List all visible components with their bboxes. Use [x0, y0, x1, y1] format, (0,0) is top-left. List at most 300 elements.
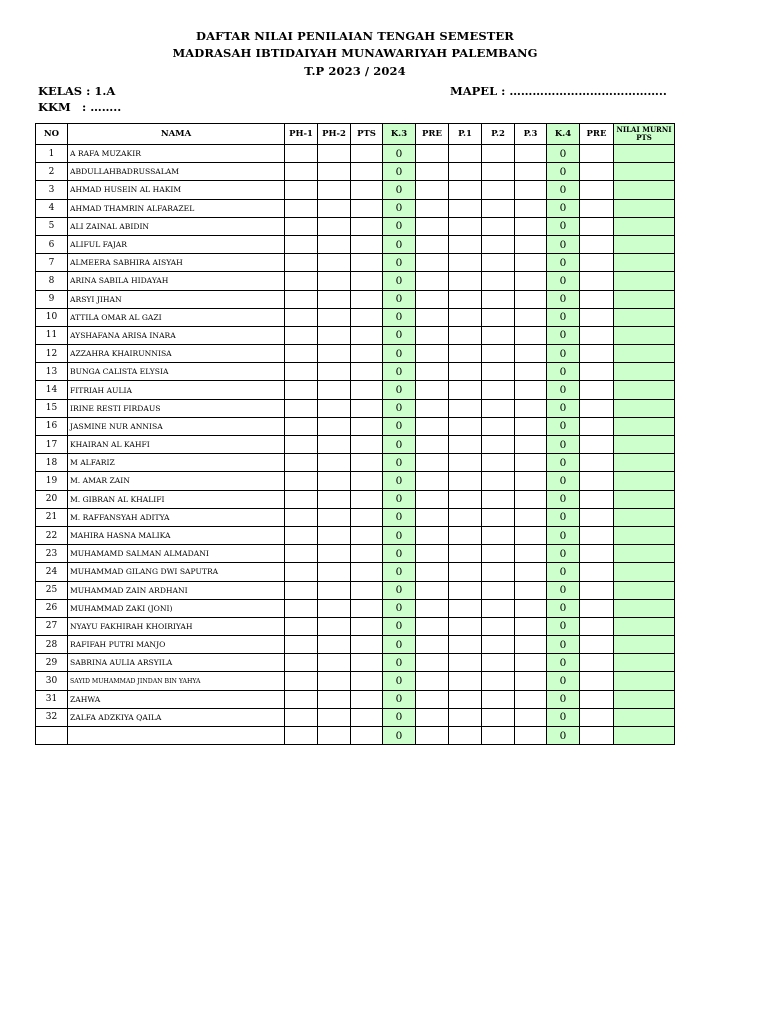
cell-pre-2	[580, 345, 614, 363]
column-header-k4: K.4	[547, 124, 580, 145]
cell-ph1	[285, 254, 318, 272]
cell-p2	[482, 563, 515, 581]
cell-k3: 0	[383, 345, 416, 363]
cell-nama: M. AMAR ZAIN	[68, 472, 285, 490]
cell-ph1	[285, 563, 318, 581]
cell-ph2	[318, 454, 351, 472]
cell-nilai-murni-pts	[614, 345, 675, 363]
cell-pre	[416, 454, 449, 472]
cell-k4: 0	[547, 526, 580, 544]
cell-ph2	[318, 672, 351, 690]
cell-pre	[416, 581, 449, 599]
cell-ph2	[318, 581, 351, 599]
cell-pre-2	[580, 636, 614, 654]
cell-nama: AZZAHRA KHAIRUNNISA	[68, 345, 285, 363]
cell-pre	[416, 436, 449, 454]
table-header-row	[36, 124, 675, 145]
table-row	[36, 181, 675, 199]
cell-ph2	[318, 636, 351, 654]
cell-k4: 0	[547, 472, 580, 490]
cell-pre	[416, 636, 449, 654]
column-header-no: NO	[36, 124, 68, 145]
cell-nilai-murni-pts	[614, 290, 675, 308]
cell-ph2	[318, 436, 351, 454]
table-row	[36, 708, 675, 726]
cell-p1	[449, 163, 482, 181]
cell-no: 1	[36, 145, 68, 163]
cell-p1	[449, 436, 482, 454]
cell-p3	[515, 163, 547, 181]
cell-k3: 0	[383, 290, 416, 308]
cell-ph1	[285, 308, 318, 326]
cell-p1	[449, 654, 482, 672]
cell-p3	[515, 290, 547, 308]
table-row	[36, 399, 675, 417]
column-header-ph1: PH-1	[285, 124, 318, 145]
cell-k3: 0	[383, 199, 416, 217]
cell-pre-2	[580, 272, 614, 290]
cell-p2	[482, 345, 515, 363]
cell-p1	[449, 235, 482, 253]
cell-k4: 0	[547, 326, 580, 344]
cell-ph2	[318, 181, 351, 199]
cell-p1	[449, 563, 482, 581]
cell-nama: KHAIRAN AL KAHFI	[68, 436, 285, 454]
cell-nilai-murni-pts	[614, 727, 675, 745]
cell-no: 27	[36, 617, 68, 635]
cell-ph2	[318, 199, 351, 217]
cell-nilai-murni-pts	[614, 199, 675, 217]
kkm-row	[38, 100, 121, 114]
cell-p1	[449, 145, 482, 163]
table-row	[36, 672, 675, 690]
cell-no: 32	[36, 708, 68, 726]
cell-nilai-murni-pts	[614, 563, 675, 581]
cell-k3: 0	[383, 417, 416, 435]
cell-nama: A RAFA MUZAKIR	[68, 145, 285, 163]
cell-p2	[482, 490, 515, 508]
cell-ph1	[285, 290, 318, 308]
cell-nilai-murni-pts	[614, 326, 675, 344]
cell-nama: NYAYU FAKHIRAH KHOIRIYAH	[68, 617, 285, 635]
cell-no: 17	[36, 436, 68, 454]
school-name: MADRASAH IBTIDAIYAH MUNAWARIYAH PALEMBANG	[172, 46, 538, 60]
cell-k3: 0	[383, 727, 416, 745]
cell-nilai-murni-pts	[614, 636, 675, 654]
cell-nama: MUHAMMAD ZAKI (JONI)	[68, 599, 285, 617]
cell-pts	[351, 436, 383, 454]
cell-p1	[449, 617, 482, 635]
column-header-p1: P.1	[449, 124, 482, 145]
table-row	[36, 163, 675, 181]
cell-ph1	[285, 508, 318, 526]
cell-ph2	[318, 254, 351, 272]
cell-p2	[482, 454, 515, 472]
cell-p2	[482, 708, 515, 726]
cell-pts	[351, 545, 383, 563]
cell-pre-2	[580, 545, 614, 563]
cell-pre	[416, 563, 449, 581]
table-row	[36, 526, 675, 544]
cell-nama: M. RAFFANSYAH ADITYA	[68, 508, 285, 526]
cell-pre	[416, 235, 449, 253]
cell-pre	[416, 708, 449, 726]
cell-p2	[482, 145, 515, 163]
cell-nama: ALI ZAINAL ABIDIN	[68, 217, 285, 235]
cell-pre-2	[580, 708, 614, 726]
cell-p2	[482, 217, 515, 235]
cell-no: 16	[36, 417, 68, 435]
cell-pre-2	[580, 599, 614, 617]
document-title: DAFTAR NILAI PENILAIAN TENGAH SEMESTER	[196, 29, 514, 43]
cell-ph1	[285, 181, 318, 199]
cell-nama: MUHAMAMD SALMAN ALMADANI	[68, 545, 285, 563]
cell-p1	[449, 599, 482, 617]
cell-ph1	[285, 526, 318, 544]
column-header-nama: NAMA	[68, 124, 285, 145]
cell-p2	[482, 417, 515, 435]
table-row	[36, 417, 675, 435]
cell-p1	[449, 399, 482, 417]
cell-pre	[416, 690, 449, 708]
cell-p3	[515, 526, 547, 544]
cell-nama: ZALFA ADZKIYA QAILA	[68, 708, 285, 726]
cell-p3	[515, 563, 547, 581]
cell-nilai-murni-pts	[614, 436, 675, 454]
cell-p3	[515, 235, 547, 253]
cell-k4: 0	[547, 599, 580, 617]
cell-no	[36, 727, 68, 745]
cell-nilai-murni-pts	[614, 599, 675, 617]
cell-nama: MAHIRA HASNA MALIKA	[68, 526, 285, 544]
cell-nama: ARINA SABILA HIDAYAH	[68, 272, 285, 290]
cell-ph1	[285, 708, 318, 726]
cell-p3	[515, 381, 547, 399]
table-row	[36, 199, 675, 217]
school-year: T.P 2023 / 2024	[304, 64, 406, 78]
cell-p2	[482, 617, 515, 635]
cell-nama: ALIFUL FAJAR	[68, 235, 285, 253]
cell-p1	[449, 545, 482, 563]
cell-pre	[416, 508, 449, 526]
cell-p1	[449, 581, 482, 599]
table-row	[36, 272, 675, 290]
cell-k4: 0	[547, 436, 580, 454]
cell-p1	[449, 672, 482, 690]
cell-p2	[482, 599, 515, 617]
cell-p3	[515, 490, 547, 508]
cell-ph2	[318, 290, 351, 308]
cell-ph1	[285, 417, 318, 435]
cell-nilai-murni-pts	[614, 545, 675, 563]
cell-k4: 0	[547, 727, 580, 745]
cell-pre	[416, 472, 449, 490]
cell-p3	[515, 617, 547, 635]
cell-pre-2	[580, 381, 614, 399]
cell-pre	[416, 672, 449, 690]
cell-p1	[449, 490, 482, 508]
cell-pre-2	[580, 490, 614, 508]
cell-no: 10	[36, 308, 68, 326]
cell-k3: 0	[383, 490, 416, 508]
cell-pre	[416, 326, 449, 344]
cell-p3	[515, 508, 547, 526]
cell-p2	[482, 636, 515, 654]
cell-k4: 0	[547, 581, 580, 599]
cell-p2	[482, 381, 515, 399]
cell-k3: 0	[383, 690, 416, 708]
cell-p3	[515, 272, 547, 290]
cell-pre	[416, 381, 449, 399]
table-row	[36, 436, 675, 454]
cell-k4: 0	[547, 217, 580, 235]
cell-nilai-murni-pts	[614, 181, 675, 199]
cell-p1	[449, 199, 482, 217]
cell-ph1	[285, 145, 318, 163]
cell-nama: FITRIAH AULIA	[68, 381, 285, 399]
column-header-pts: PTS	[351, 124, 383, 145]
cell-k3: 0	[383, 326, 416, 344]
table-row	[36, 636, 675, 654]
cell-pts	[351, 617, 383, 635]
cell-no: 9	[36, 290, 68, 308]
cell-ph1	[285, 599, 318, 617]
cell-ph2	[318, 308, 351, 326]
cell-no: 19	[36, 472, 68, 490]
cell-no: 31	[36, 690, 68, 708]
cell-no: 7	[36, 254, 68, 272]
cell-ph1	[285, 381, 318, 399]
cell-pre-2	[580, 199, 614, 217]
cell-no: 22	[36, 526, 68, 544]
cell-p3	[515, 217, 547, 235]
cell-nilai-murni-pts	[614, 526, 675, 544]
table-row	[36, 217, 675, 235]
mapel-label: MAPEL : …………………………………..	[450, 84, 667, 98]
cell-p2	[482, 690, 515, 708]
cell-nilai-murni-pts	[614, 672, 675, 690]
column-header-p3: P.3	[515, 124, 547, 145]
cell-ph1	[285, 545, 318, 563]
cell-p2	[482, 199, 515, 217]
cell-pre	[416, 272, 449, 290]
cell-ph1	[285, 326, 318, 344]
cell-ph2	[318, 326, 351, 344]
table-row	[36, 345, 675, 363]
cell-p2	[482, 254, 515, 272]
cell-ph1	[285, 672, 318, 690]
cell-k4: 0	[547, 690, 580, 708]
cell-p2	[482, 581, 515, 599]
cell-pre	[416, 199, 449, 217]
table-row	[36, 727, 675, 745]
cell-nama: MUHAMMAD ZAIN ARDHANI	[68, 581, 285, 599]
cell-p1	[449, 326, 482, 344]
cell-pre	[416, 345, 449, 363]
cell-pts	[351, 672, 383, 690]
cell-p3	[515, 417, 547, 435]
cell-p3	[515, 581, 547, 599]
cell-ph2	[318, 490, 351, 508]
grades-table	[35, 123, 675, 745]
cell-nama: BUNGA CALISTA ELYSIA	[68, 363, 285, 381]
cell-p1	[449, 181, 482, 199]
cell-ph1	[285, 454, 318, 472]
cell-k3: 0	[383, 163, 416, 181]
cell-nilai-murni-pts	[614, 417, 675, 435]
cell-ph2	[318, 472, 351, 490]
cell-pre-2	[580, 363, 614, 381]
cell-nama: AYSHAFANA ARISA INARA	[68, 326, 285, 344]
cell-nama: ZAHWA	[68, 690, 285, 708]
cell-no: 21	[36, 508, 68, 526]
cell-ph1	[285, 581, 318, 599]
cell-pre	[416, 145, 449, 163]
cell-pre	[416, 399, 449, 417]
cell-ph2	[318, 727, 351, 745]
cell-p2	[482, 363, 515, 381]
cell-pre	[416, 254, 449, 272]
cell-ph1	[285, 345, 318, 363]
cell-k3: 0	[383, 363, 416, 381]
cell-p1	[449, 290, 482, 308]
table-row	[36, 490, 675, 508]
cell-ph1	[285, 272, 318, 290]
cell-k4: 0	[547, 145, 580, 163]
table-row	[36, 290, 675, 308]
cell-nilai-murni-pts	[614, 145, 675, 163]
cell-ph2	[318, 526, 351, 544]
cell-nilai-murni-pts	[614, 381, 675, 399]
cell-pre	[416, 526, 449, 544]
cell-ph1	[285, 399, 318, 417]
cell-k4: 0	[547, 254, 580, 272]
cell-pts	[351, 526, 383, 544]
cell-no: 4	[36, 199, 68, 217]
cell-p3	[515, 326, 547, 344]
cell-k4: 0	[547, 290, 580, 308]
cell-nilai-murni-pts	[614, 508, 675, 526]
cell-k4: 0	[547, 490, 580, 508]
cell-p3	[515, 690, 547, 708]
cell-pts	[351, 345, 383, 363]
cell-nilai-murni-pts	[614, 308, 675, 326]
table-row	[36, 617, 675, 635]
cell-no: 3	[36, 181, 68, 199]
cell-k4: 0	[547, 345, 580, 363]
kkm-label: KKM	[38, 100, 71, 114]
cell-k4: 0	[547, 508, 580, 526]
cell-pre-2	[580, 145, 614, 163]
cell-nama: SAYID MUHAMMAD JINDAN BIN YAHYA	[68, 672, 285, 690]
cell-pts	[351, 308, 383, 326]
cell-k4: 0	[547, 708, 580, 726]
cell-ph2	[318, 163, 351, 181]
cell-pre-2	[580, 399, 614, 417]
cell-p1	[449, 636, 482, 654]
cell-pts	[351, 472, 383, 490]
cell-nama: AHMAD THAMRIN ALFARAZEL	[68, 199, 285, 217]
kelas-label: KELAS : 1.A	[38, 84, 116, 98]
cell-p1	[449, 345, 482, 363]
cell-pre-2	[580, 290, 614, 308]
cell-ph1	[285, 199, 318, 217]
cell-p1	[449, 363, 482, 381]
table-row	[36, 472, 675, 490]
cell-pts	[351, 636, 383, 654]
cell-nilai-murni-pts	[614, 472, 675, 490]
cell-k3: 0	[383, 272, 416, 290]
cell-no: 24	[36, 563, 68, 581]
table-row	[36, 326, 675, 344]
cell-k4: 0	[547, 399, 580, 417]
cell-k3: 0	[383, 563, 416, 581]
table-row	[36, 581, 675, 599]
cell-nama: ALMEERA SABHIRA AISYAH	[68, 254, 285, 272]
cell-ph2	[318, 690, 351, 708]
cell-k4: 0	[547, 672, 580, 690]
cell-pts	[351, 235, 383, 253]
cell-pre	[416, 163, 449, 181]
cell-p3	[515, 727, 547, 745]
cell-pre-2	[580, 581, 614, 599]
cell-k4: 0	[547, 654, 580, 672]
cell-p1	[449, 708, 482, 726]
cell-ph2	[318, 399, 351, 417]
cell-no: 13	[36, 363, 68, 381]
cell-pre	[416, 181, 449, 199]
cell-nilai-murni-pts	[614, 617, 675, 635]
kkm-value: : ……..	[82, 100, 122, 114]
cell-p2	[482, 308, 515, 326]
table-row	[36, 235, 675, 253]
cell-pts	[351, 599, 383, 617]
cell-pre	[416, 217, 449, 235]
cell-pts	[351, 690, 383, 708]
cell-no: 2	[36, 163, 68, 181]
cell-no: 28	[36, 636, 68, 654]
cell-p1	[449, 417, 482, 435]
cell-p3	[515, 636, 547, 654]
table-row	[36, 145, 675, 163]
cell-k4: 0	[547, 417, 580, 435]
cell-pre-2	[580, 617, 614, 635]
cell-p3	[515, 672, 547, 690]
cell-nilai-murni-pts	[614, 454, 675, 472]
cell-nama: JASMINE NUR ANNISA	[68, 417, 285, 435]
cell-ph2	[318, 654, 351, 672]
cell-p3	[515, 654, 547, 672]
table-row	[36, 690, 675, 708]
cell-pre	[416, 417, 449, 435]
cell-no: 18	[36, 454, 68, 472]
cell-nilai-murni-pts	[614, 581, 675, 599]
cell-no: 11	[36, 326, 68, 344]
cell-k3: 0	[383, 545, 416, 563]
cell-pre-2	[580, 436, 614, 454]
cell-p2	[482, 654, 515, 672]
cell-nama: ABDULLAHBADRUSSALAM	[68, 163, 285, 181]
column-header-pre-2: PRE	[580, 124, 614, 145]
cell-ph2	[318, 363, 351, 381]
cell-pts	[351, 199, 383, 217]
cell-pts	[351, 417, 383, 435]
cell-nilai-murni-pts	[614, 363, 675, 381]
cell-p1	[449, 381, 482, 399]
cell-pts	[351, 217, 383, 235]
cell-k3: 0	[383, 636, 416, 654]
cell-ph2	[318, 345, 351, 363]
